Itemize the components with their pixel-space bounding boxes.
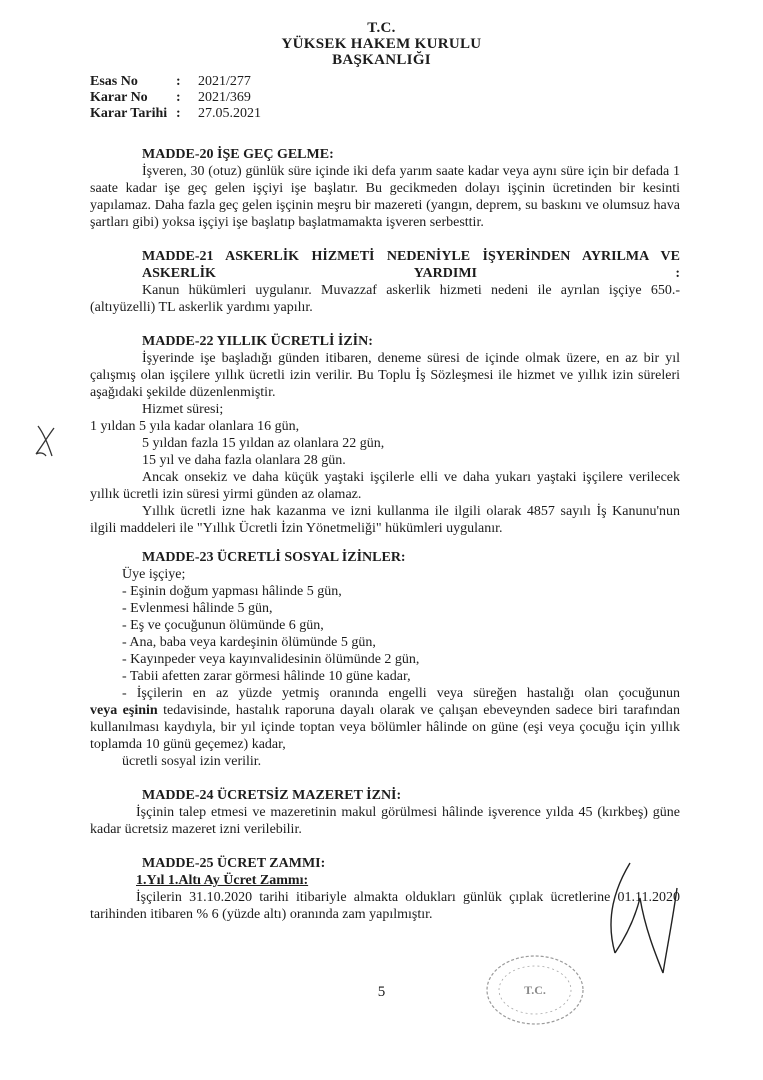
article-25-body: İşçilerin 31.10.2020 tarihi itibariyle almakta oldukları günlük çıplak ücretlerine 01.11.2020 tarihinden itibaren % 6 (yüzde altı) oranında zam yapılmıştır.: [90, 890, 680, 922]
article-21-title-text: MADDE-21 ASKERLİK HİZMETİ NEDENİYLE İŞYERİNDEN AYRILMA VE ASKERLİK YARDIMI :: [142, 249, 680, 281]
header-institution: YÜKSEK HAKEM KURULU: [281, 36, 482, 52]
meta-value: 2021/277: [198, 74, 251, 89]
article-23-intro: Üye işçiye;: [122, 567, 186, 582]
list-item: - Eş ve çocuğunun ölümünde 6 gün,: [122, 618, 324, 633]
article-23-title: MADDE-23 ÜCRETLİ SOSYAL İZİNLER:: [142, 550, 406, 565]
list-item: - Tabii afetten zarar görmesi hâlinde 10 güne kadar,: [122, 669, 411, 684]
header-tc: T.C.: [367, 20, 396, 36]
meta-colon: :: [176, 106, 181, 121]
article-23-last-item: [90, 685, 680, 753]
list-item: - Evlenmesi hâlinde 5 gün,: [122, 601, 273, 616]
meta-colon: :: [176, 90, 181, 105]
meta-row-karar: [90, 90, 261, 106]
last-item-bold: veya eşinin: [90, 703, 158, 718]
meta-row-esas: [90, 74, 261, 90]
article-20-body: İşveren, 30 (otuz) günlük süre içinde iki defa yarım saate kadar veya aynı süre için bir defada 1 saate kadar işe geç gelen işçiyi işe başlatır. Bu gecikmeden dolayı işçinin ücretinden bir kesinti yapılamaz. Daha fazla geç gelen işçinin meşru bir mazereti (yangın, deprem, su baskını ve olumsuz hava şartları gibi) yoksa işçiyi işe başlatıp başlatmamakta işveren serbesttir.: [90, 164, 680, 230]
article-22-p3: Yıllık ücretli izne hak kazanma ve izni kullanma ile ilgili olarak 4857 sayılı İş Kanunu'nun ilgili maddeleri ile "Yıllık Ücretli İzin Yönetmeliği" hükümleri uygulanır.: [90, 504, 680, 536]
svg-text:T.C.: T.C.: [524, 983, 546, 997]
document-body: [90, 146, 680, 923]
list-item: - Eşinin doğum yapması hâlinde 5 gün,: [122, 584, 342, 599]
article-21-body: Kanun hükümleri uygulanır. Muvazzaf askerlik hizmeti nedeni ile ayrılan işçiye 650.- (altıyüzelli) TL askerlik yardımı yapılır.: [90, 283, 680, 315]
case-metadata: [90, 74, 261, 122]
meta-value: 2021/369: [198, 90, 251, 105]
article-22-line-3: 15 yıl ve daha fazla olanlara 28 gün.: [142, 453, 346, 468]
document-header: [0, 20, 763, 68]
article-22-hizmet: Hizmet süresi;: [142, 402, 224, 417]
article-22-line-2: 5 yıldan fazla 15 yıldan az olanlara 22 gün,: [142, 436, 385, 451]
article-22-body: İşyerinde işe başladığı günden itibaren, deneme süresi de içinde olmak üzere, en az bir yıl çalışmış olan işçilere yıllık ücretli izin verilir. Bu Toplu İş Sözleşmesi ile hizmet ve yıllık izin süreleri aşağıdaki şekilde düzenlenmiştir.: [90, 351, 680, 400]
article-20-title: MADDE-20 İŞE GEÇ GELME:: [142, 147, 334, 162]
handwritten-signature: [585, 858, 685, 978]
list-item: - Kayınpeder veya kayınvalidesinin ölümünde 2 gün,: [122, 652, 420, 667]
article-21-title: [142, 248, 680, 282]
meta-row-tarih: [90, 106, 261, 122]
meta-label: Karar No: [90, 90, 148, 105]
article-25-subtitle: 1.Yıl 1.Altı Ay Ücret Zammı:: [136, 873, 309, 888]
handwritten-margin-mark: [30, 420, 60, 460]
official-stamp: [480, 950, 590, 1030]
meta-label: Esas No: [90, 74, 138, 89]
article-24-body: İşçinin talep etmesi ve mazeretinin makul görülmesi hâlinde işverence yılda 45 (kırkbeş) güne kadar ücretsiz mazeret izni verilebilir.: [90, 805, 680, 837]
meta-colon: :: [176, 74, 181, 89]
last-item-lead: - İşçilerin en az yüzde yetmiş oranında engelli veya süreğen hastalığı olan çocuğunun: [122, 686, 680, 701]
meta-value: 27.05.2021: [198, 106, 261, 121]
article-25-title: MADDE-25 ÜCRET ZAMMI:: [142, 856, 326, 871]
article-23-closing: ücretli sosyal izin verilir.: [122, 754, 262, 769]
list-item: - Ana, baba veya kardeşinin ölümünde 5 gün,: [122, 635, 376, 650]
article-24-title: MADDE-24 ÜCRETSİZ MAZERET İZNİ:: [142, 788, 402, 803]
meta-label: Karar Tarihi: [90, 106, 168, 121]
last-item-rest: tedavisinde, hastalık raporuna dayalı olarak ve çalışan ebeveynden sadece biri tarafından kullanılması kaydıyla, bir yıl içinde toptan veya bölümler hâlinde on güne (eşi veya çocuğu için yıllık toplamda 10 günü geçemez) kadar,: [90, 703, 681, 752]
page-number: 5: [377, 984, 386, 1000]
article-22-title: MADDE-22 YILLIK ÜCRETLİ İZİN:: [142, 334, 373, 349]
article-22-p2: Ancak onsekiz ve daha küçük yaştaki işçilerle elli ve daha yukarı yaştaki işçilere verilecek yıllık ücretli izin süresi yirmi günden az olamaz.: [90, 470, 680, 502]
header-department: BAŞKANLIĞI: [332, 52, 431, 68]
article-22-line-1: 1 yıldan 5 yıla kadar olanlara 16 gün,: [90, 419, 300, 434]
